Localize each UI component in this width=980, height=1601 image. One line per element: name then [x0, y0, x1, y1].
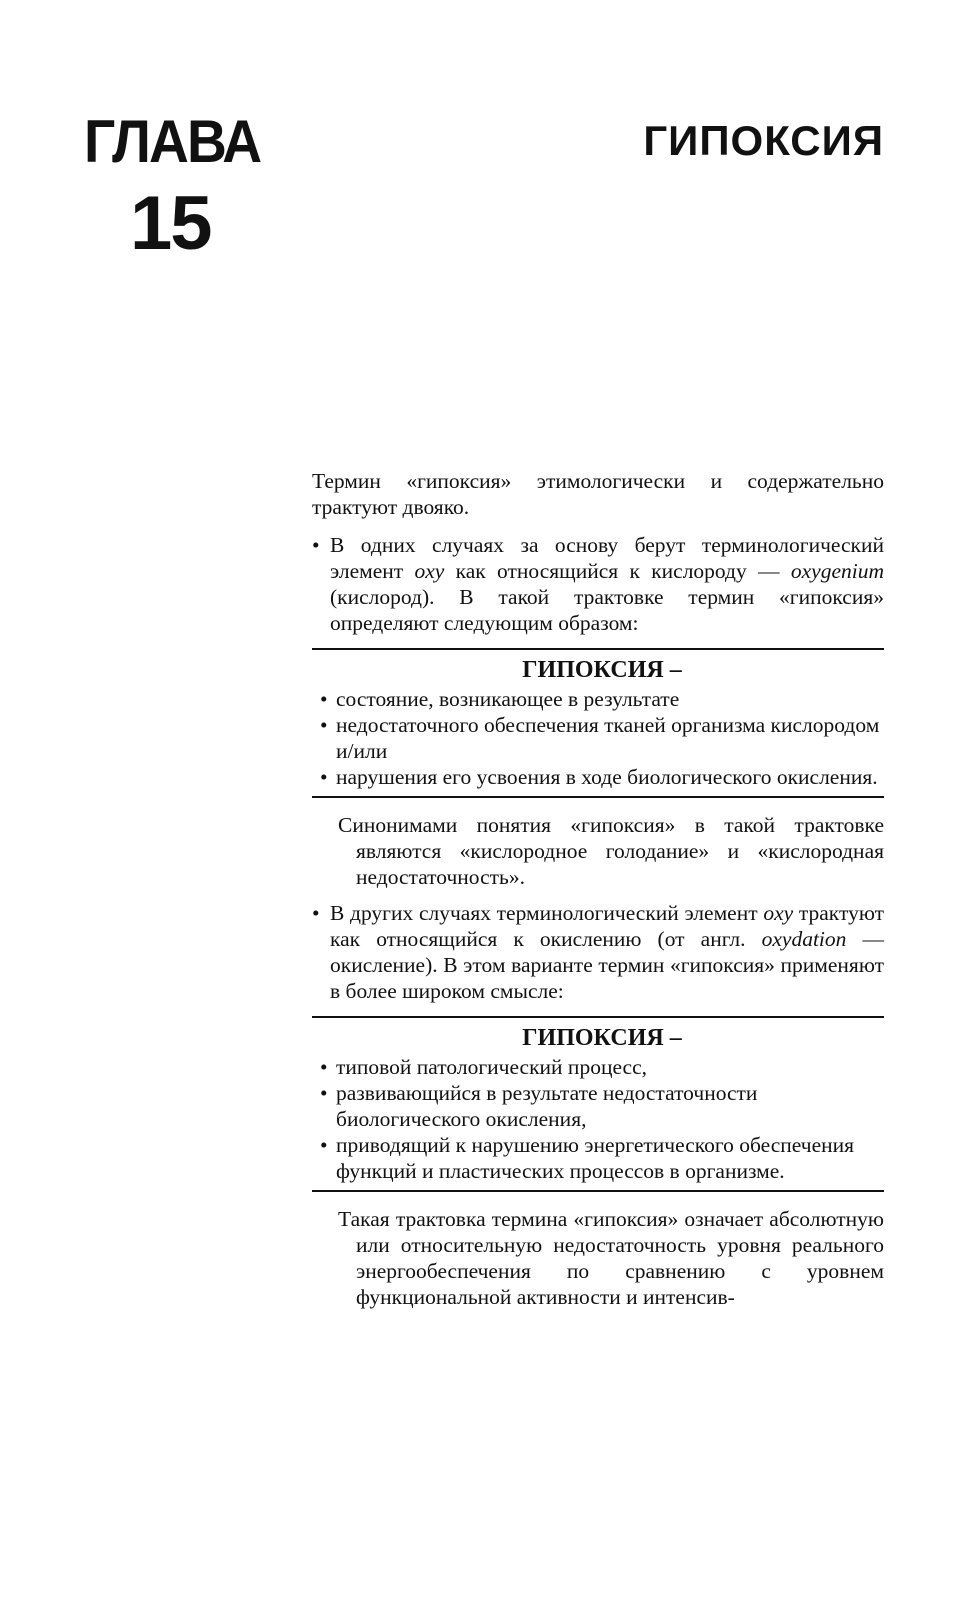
definition-item: • развивающийся в результате недостаточности биологического окисления, [320, 1081, 758, 1131]
page-body [312, 468, 884, 1310]
definition-heading: ГИПОКСИЯ – [522, 657, 682, 683]
definition-heading: ГИПОКСИЯ – [522, 1025, 682, 1051]
second-case-paragraph: • В других случаях терминологический элемент oxy трактуют как относящийся к окислению (от англ. oxydation — окисление). В этом варианте термин «гипоксия» применяют в более широком смысле: [312, 901, 885, 1003]
definition-box-1 [312, 648, 884, 798]
closing-paragraph: Такая трактовка термина «гипоксия» означает абсолютную или относительную недостаточность уровня реального энергообеспечения по сравнению с уровнем функциональной активности и интенсив- [338, 1207, 884, 1309]
term-oxydation: oxydation [761, 927, 847, 951]
bullet-marker: • [312, 533, 320, 557]
intro-paragraph: Термин «гипоксия» этимологически и содержательно трактуют двояко. [312, 469, 884, 519]
term-oxy: oxy [763, 901, 794, 925]
chapter-number: 15 [130, 181, 211, 266]
term-oxygenium: oxygenium [790, 559, 884, 583]
definition-box-2 [312, 1016, 884, 1192]
definition-item: • приводящий к нарушению энергетического обеспечения функций и пластических процессов в организме. [320, 1133, 855, 1183]
chapter-title: ГИПОКСИЯ [643, 117, 884, 164]
first-case-paragraph: • В одних случаях за основу берут терминологический элемент oxy как относящийся к кислороду — oxygenium (кислород). В такой трактовке термин «гипоксия» определяют следующим образом: [312, 533, 884, 635]
term-oxy: oxy [414, 559, 445, 583]
definition-item: • недостаточного обеспечения тканей организма кислородом и/или [320, 713, 880, 763]
chapter-label: ГЛАВА [84, 108, 261, 175]
bullet-marker: • [312, 901, 320, 925]
definition-item: • состояние, возникающее в результате [320, 687, 680, 711]
synonyms-paragraph: Синонимами понятия «гипоксия» в такой трактовке являются «кислородное голодание» и «кислородная недостаточность». [338, 813, 884, 889]
definition-item: • нарушения его усвоения в ходе биологического окисления. [320, 765, 878, 789]
definition-item: • типовой патологический процесс, [320, 1055, 647, 1079]
